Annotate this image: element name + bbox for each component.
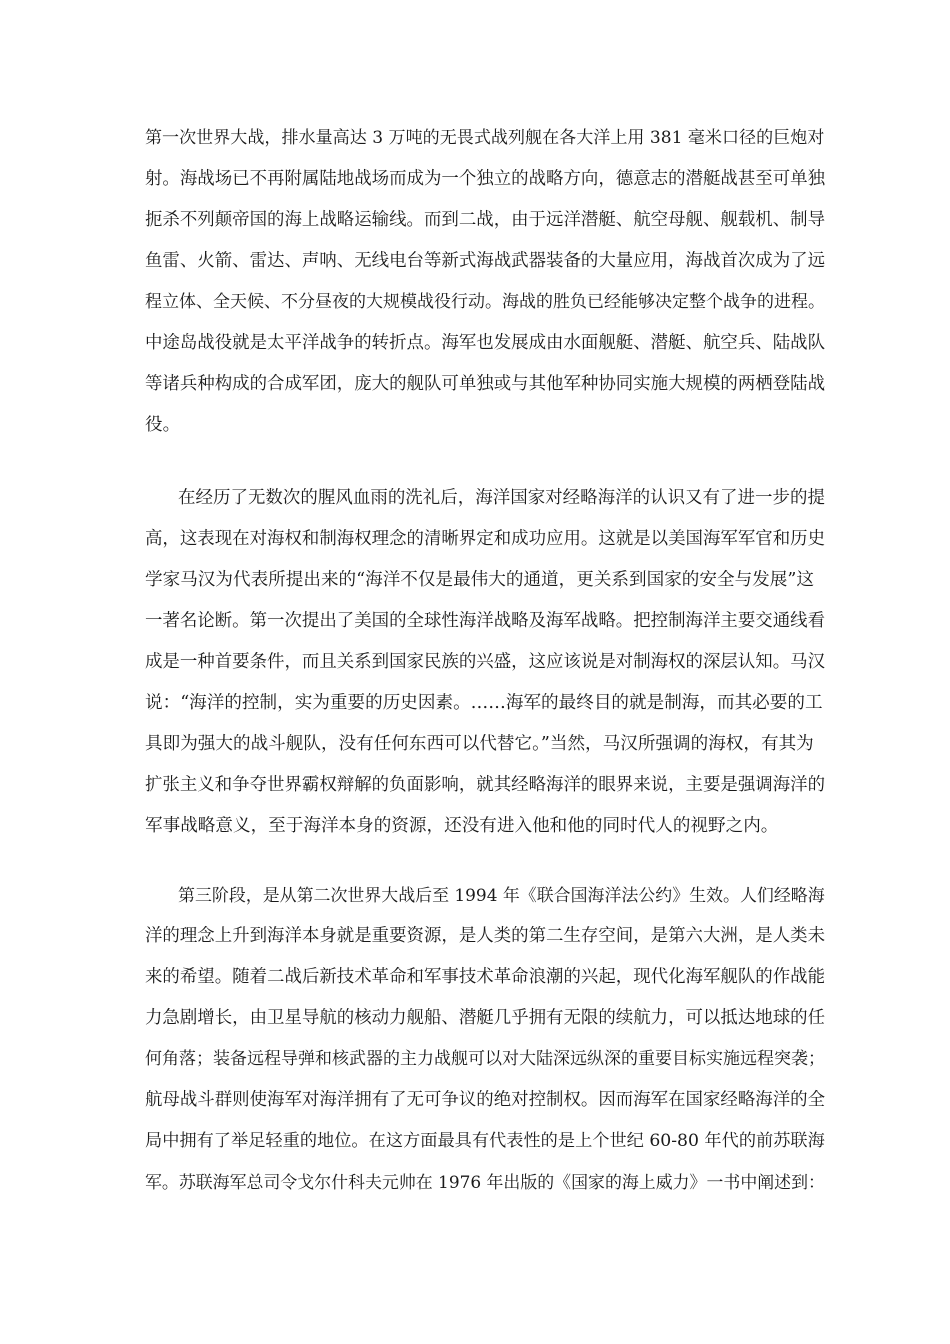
text-line: 何角落；装备远程导弹和核武器的主力战舰可以对大陆深远纵深的重要目标实施远程突袭； xyxy=(145,1049,825,1069)
text-line: 一著名论断。第一次提出了美国的全球性海洋战略及海军战略。把控制海洋主要交通线看 xyxy=(145,611,826,631)
text-line: 军。苏联海军总司令戈尔什科夫元帅在 1976 年出版的《国家的海上威力》一书中阐述到： xyxy=(145,1172,825,1192)
text-line: 役。 xyxy=(145,415,181,435)
text-line: 中途岛战役就是太平洋战争的转折点。海军也发展成由水面舰艇、潜艇、航空兵、陆战队 xyxy=(145,333,826,353)
text-line: 高，这表现在对海权和制海权理念的清晰界定和成功应用。这就是以美国海军军官和历史 xyxy=(145,529,826,549)
text-line: 第一次世界大战，排水量高达 3 万吨的无畏式战列舰在各大洋上用 381 毫米口径的巨炮对 xyxy=(145,128,825,148)
text-line: 扼杀不列颠帝国的海上战略运输线。而到二战，由于远洋潜艇、航空母舰、舰载机、制导 xyxy=(145,210,826,230)
text-line: 说：“海洋的控制，实为重要的历史因素。……海军的最终目的就是制海，而其必要的工 xyxy=(145,693,823,713)
text-line: 鱼雷、火箭、雷达、声呐、无线电台等新式海战武器装备的大量应用，海战首次成为了远 xyxy=(145,251,826,271)
text-line: 军事战略意义，至于海洋本身的资源，还没有进入他和他的同时代人的视野之内。 xyxy=(145,816,779,836)
text-line: 第三阶段，是从第二次世界大战后至 1994 年《联合国海洋法公约》生效。人们经略海 xyxy=(178,885,825,905)
text-line: 成是一种首要条件，而且关系到国家民族的兴盛，这应该说是对制海权的深层认知。马汉 xyxy=(145,652,826,672)
text-line: 航母战斗群则使海军对海洋拥有了无可争议的绝对控制权。因而海军在国家经略海洋的全 xyxy=(145,1090,826,1110)
text-line: 扩张主义和争夺世界霸权辩解的负面影响，就其经略海洋的眼界来说，主要是强调海洋的 xyxy=(145,775,826,795)
text-line: 洋的理念上升到海洋本身就是重要资源，是人类的第二生存空间，是第六大洲，是人类未 xyxy=(145,926,826,946)
text-line: 射。海战场已不再附属陆地战场而成为一个独立的战略方向，德意志的潜艇战甚至可单独 xyxy=(145,169,826,189)
text-line: 力急剧增长，由卫星导航的核动力舰船、潜艇几乎拥有无限的续航力，可以抵达地球的任 xyxy=(145,1008,826,1028)
text-line: 来的希望。随着二战后新技术革命和军事技术革命浪潮的兴起，现代化海军舰队的作战能 xyxy=(145,967,826,987)
text-line: 具即为强大的战斗舰队，没有任何东西可以代替它。”当然，马汉所强调的海权，有其为 xyxy=(145,734,814,754)
text-line: 局中拥有了举足轻重的地位。在这方面最具有代表性的是上个世纪 60-80 年代的前苏联海 xyxy=(145,1131,825,1151)
text-line: 在经历了无数次的腥风血雨的洗礼后，海洋国家对经略海洋的认识又有了进一步的提 xyxy=(178,488,825,508)
text-line: 学家马汉为代表所提出来的“海洋不仅是最伟大的通道，更关系到国家的安全与发展”这 xyxy=(145,570,814,590)
text-line: 程立体、全天候、不分昼夜的大规模战役行动。海战的胜负已经能够决定整个战争的进程。 xyxy=(145,292,825,312)
text-line: 等诸兵种构成的合成军团，庞大的舰队可单独或与其他军种协同实施大规模的两栖登陆战 xyxy=(145,374,826,394)
